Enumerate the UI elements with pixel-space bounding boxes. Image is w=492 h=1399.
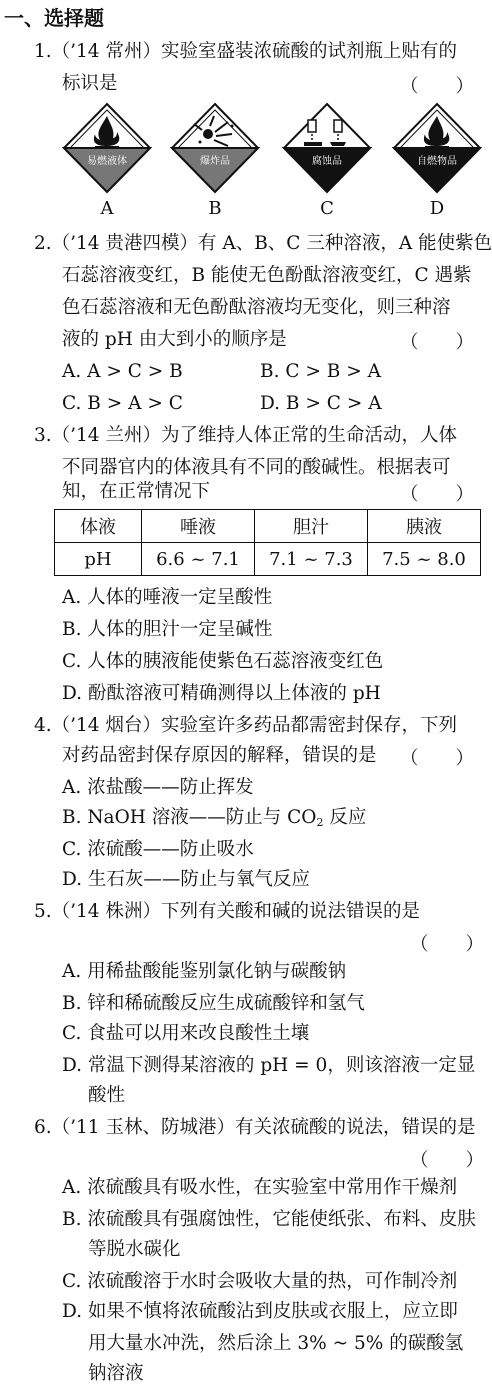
table-row: [55, 543, 481, 576]
q4-line1: 4.（’14 烟台）实验室许多药品都需密封保存，下列: [34, 715, 457, 736]
sign-c-letter: C: [320, 198, 334, 219]
sign-c: [282, 102, 372, 219]
sign-d-label: 自燃物品: [417, 156, 457, 167]
q6-answer-paren: （ ）: [410, 1150, 485, 1171]
q3-option-a: A. 人体的唾液一定呈酸性: [62, 587, 273, 608]
q6-option-a: A. 浓硫酸具有吸水性，在实验室中常用作干燥剂: [62, 1177, 458, 1198]
q6-option-d-line1: D. 如果不慎将浓硫酸沾到皮肤或衣服上，应立即: [62, 1301, 458, 1322]
q6-option-d-line2: 用大量水冲洗，然后涂上 3% ~ 5% 的碳酸氢: [88, 1333, 464, 1354]
q2-line2: 石蕊溶液变红，B 能使无色酚酞溶液变红，C 遇紫: [62, 265, 472, 286]
q6-option-b-line1: B. 浓硫酸具有强腐蚀性，它能使纸张、布料、皮肤: [62, 1209, 476, 1230]
table-cell: 7.5 ~ 8.0: [368, 543, 481, 576]
q4-option-b-tail: 反应: [323, 807, 367, 828]
q5-option-b: B. 锌和稀硫酸反应生成硫酸锌和氢气: [62, 993, 365, 1014]
q5-line1: 5.（’14 株洲）下列有关酸和碱的说法错误的是: [34, 901, 420, 922]
q2-option-d: D. B > C > A: [260, 393, 382, 414]
sign-d-letter: D: [429, 198, 445, 219]
q6-line1: 6.（’11 玉林、防城港）有关浓硫酸的说法，错误的是: [34, 1117, 476, 1138]
ph-table: [54, 509, 481, 576]
sign-c-label: 腐蚀品: [312, 156, 342, 167]
table-header-cell: 体液: [55, 510, 142, 543]
sign-a-letter: A: [100, 198, 114, 219]
q4-option-c: C. 浓硫酸——防止吸水: [62, 839, 254, 860]
q6-option-b-line2: 等脱水碳化: [88, 1239, 181, 1260]
q5-option-c: C. 食盐可以用来改良酸性土壤: [62, 1023, 310, 1044]
q3-option-b: B. 人体的胆汁一定呈碱性: [62, 619, 273, 640]
q2-option-b: B. C > B > A: [260, 361, 381, 382]
section-title: 一、选择题: [4, 6, 104, 30]
sign-a-label: 易燃液体: [87, 156, 127, 167]
q2-line1: 2.（’14 贵港四模）有 A、B、C 三种溶液，A 能使紫色: [34, 233, 492, 254]
q1-line1: 1.（’14 常州）实验室盛装浓硫酸的试剂瓶上贴有的: [34, 41, 457, 62]
q2-option-c: C. B > A > C: [62, 393, 183, 414]
q2-line4: 液的 pH 由大到小的顺序是: [62, 329, 287, 350]
q5-option-d-line2: 酸性: [88, 1085, 126, 1106]
table-header-cell: 唾液: [142, 510, 255, 543]
flame-icon: [62, 102, 152, 194]
q3-option-d: D. 酚酞溶液可精确测得以上体液的 pH: [62, 683, 381, 704]
q1-line2: 标识是: [62, 73, 118, 94]
q4-option-a: A. 浓盐酸——防止挥发: [62, 777, 254, 798]
q4-option-b-subscript: 2: [316, 816, 324, 829]
table-cell: pH: [55, 543, 142, 576]
corrosive-icon: [282, 102, 372, 194]
q3-line1: 3.（’14 兰州）为了维持人体正常的生命活动，人体: [34, 425, 457, 446]
q3-option-c: C. 人体的胰液能使紫色石蕊溶液变红色: [62, 651, 384, 672]
q6-option-d-line3: 钠溶液: [88, 1363, 144, 1384]
q3-line3: 知，在正常情况下: [62, 481, 211, 502]
q5-answer-paren: （ ）: [410, 934, 485, 955]
sign-b-letter: B: [208, 198, 222, 219]
sign-b-label: 爆炸品: [200, 156, 230, 167]
q4-option-b-text: B. NaOH 溶液——防止与 CO: [62, 807, 317, 828]
q5-option-d-line1: D. 常温下测得某溶液的 pH = 0，则该溶液一定显: [62, 1055, 476, 1076]
flame-icon: [392, 102, 482, 194]
table-header-row: [55, 510, 481, 543]
q2-option-a: A. A > C > B: [62, 361, 183, 382]
q4-answer-paren: （ ）: [400, 748, 475, 769]
q4-line2: 对药品密封保存原因的解释，错误的是: [62, 745, 377, 766]
explosion-icon: [170, 102, 260, 194]
sign-a: [62, 102, 152, 219]
q4-option-b: [62, 806, 366, 835]
table-header-cell: 胰液: [368, 510, 481, 543]
q2-line3: 色石蕊溶液和无色酚酞溶液均无变化，则三种溶: [62, 297, 451, 318]
q3-answer-paren: （ ）: [400, 484, 475, 505]
q1-answer-paren: （ ）: [400, 76, 475, 97]
q5-option-a: A. 用稀盐酸能鉴别氯化钠与碳酸钠: [62, 961, 347, 982]
table-cell: 7.1 ~ 7.3: [255, 543, 368, 576]
hazard-signs: [62, 102, 482, 222]
q4-option-d: D. 生石灰——防止与氧气反应: [62, 869, 310, 890]
q3-line2: 不同器官内的体液具有不同的酸碱性。根据表可: [62, 457, 451, 478]
table-header-cell: 胆汁: [255, 510, 368, 543]
sign-b: [170, 102, 260, 219]
table-cell: 6.6 ~ 7.1: [142, 543, 255, 576]
q2-answer-paren: （ ）: [400, 332, 475, 353]
sign-d: [392, 102, 482, 219]
q6-option-c: C. 浓硫酸溶于水时会吸收大量的热，可作制冷剂: [62, 1271, 458, 1292]
